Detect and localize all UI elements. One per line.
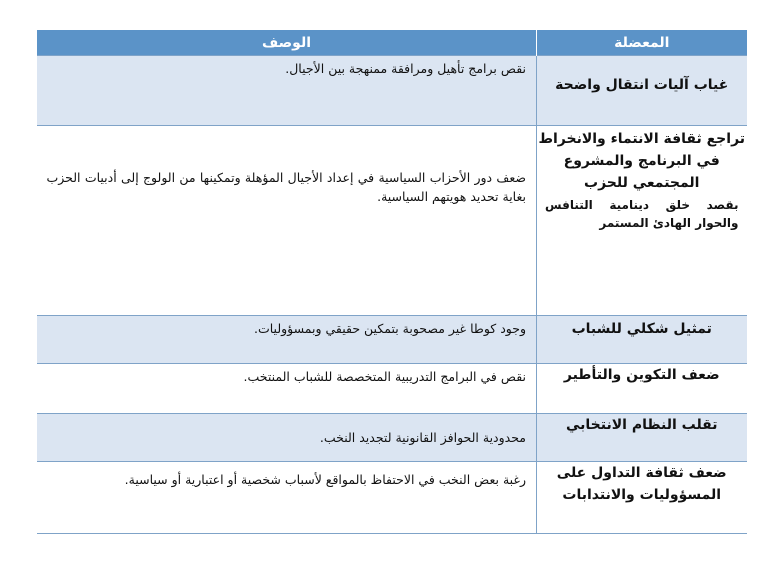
- problems-table: [36, 30, 747, 534]
- problem-text: ضعف التكوين والتأطير: [563, 367, 720, 383]
- description-cell: نقص برامج تأهيل ومرافقة ممنهجة بين الأجيال.: [37, 56, 537, 126]
- problem-cell: [537, 126, 747, 316]
- description-cell: نقص في البرامج التدريبية المتخصصة للشباب المنتخب.: [37, 364, 537, 414]
- problem-cell: [537, 56, 747, 126]
- problem-text: غياب آليات انتقال واضحة: [555, 77, 729, 93]
- problem-text: تمثيل شكلي للشباب: [571, 321, 712, 337]
- description-cell: محدودية الحوافز القانونية لتجديد النخب.: [37, 414, 537, 462]
- problem-cell: [537, 462, 747, 534]
- table-row: [37, 126, 747, 316]
- problem-text: تراجع ثقافة الانتماء والانخراط في البرنامج والمشروع المجتمعي للحزب: [538, 131, 746, 191]
- table-row: [37, 364, 747, 414]
- table-row: [37, 462, 747, 534]
- description-cell: وجود كوطا غير مصحوبة بتمكين حقيقي وبمسؤوليات.: [37, 316, 537, 364]
- problem-note: بقصد خلق دينامية التنافس والحوار الهادئ المستمر: [545, 198, 739, 230]
- header-problem: المعضلة: [537, 30, 747, 56]
- problem-text: تقلب النظام الانتخابي: [565, 417, 718, 433]
- header-description: الوصف: [37, 30, 537, 56]
- problem-cell: [537, 316, 747, 364]
- table-row: [37, 56, 747, 126]
- problem-cell: [537, 364, 747, 414]
- description-cell: ضعف دور الأحزاب السياسية في إعداد الأجيال المؤهلة وتمكينها من الولوج إلى أدبيات الحزب بغاية تحديد هويتهم السياسية.: [37, 126, 537, 316]
- table-row: [37, 414, 747, 462]
- table-header-row: [37, 30, 747, 56]
- table-row: [37, 316, 747, 364]
- problem-text: ضعف ثقافة التداول على المسؤوليات والانتدابات: [556, 465, 727, 503]
- problem-cell: [537, 414, 747, 462]
- description-cell: رغبة بعض النخب في الاحتفاظ بالمواقع لأسباب شخصية أو اعتبارية أو سياسية.: [37, 462, 537, 534]
